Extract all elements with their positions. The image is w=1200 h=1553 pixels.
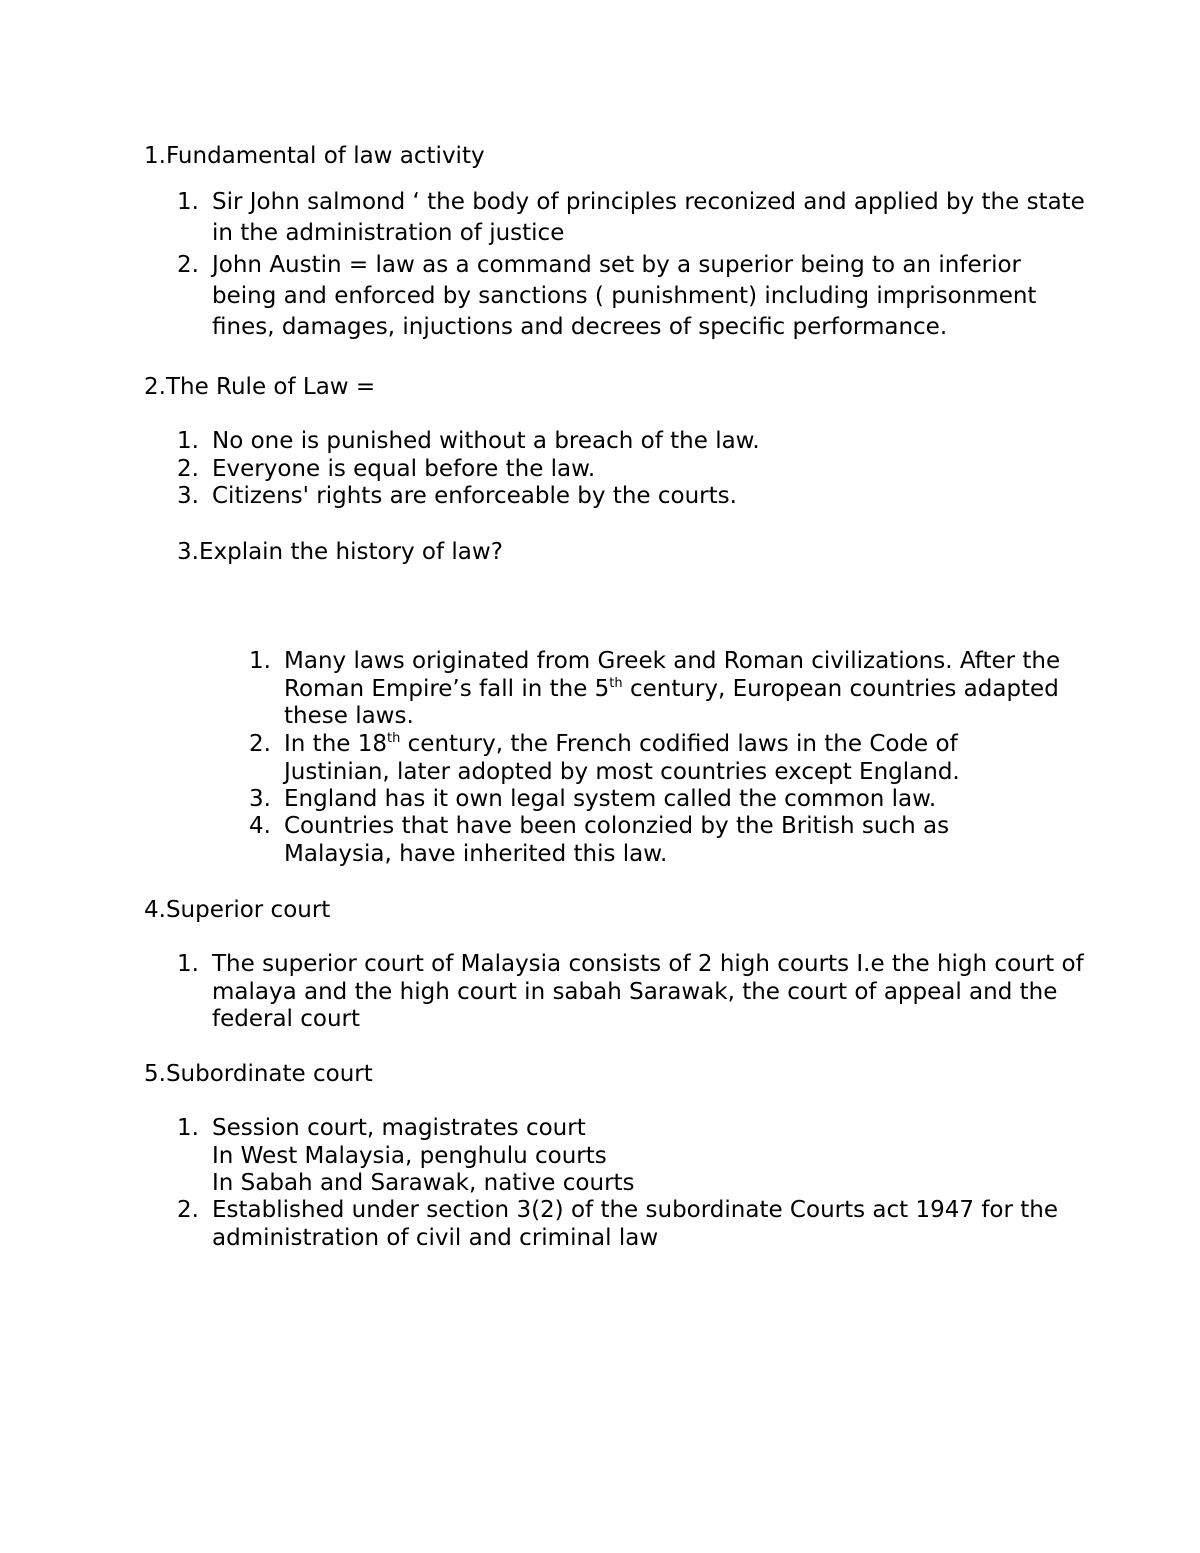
item-text: In the 18th century, the French codified laws in the Code of Justinian, later adopted by most countries except England. [284,731,960,785]
item-text: Everyone is equal before the law. [212,456,596,482]
item-number: 3. [249,786,271,812]
item-number: 1. [177,1115,199,1141]
item-number: 1. [177,951,199,977]
item-text: John Austin = law as a command set by a superior being to an inferior being and enforced by sanctions ( punishment) including imprisonment fines, damages, injuctions and decrees of specific performance. [212,252,1037,340]
section-3-item-1 [249,648,1064,731]
item-text: Citizens' rights are enforceable by the courts. [212,483,737,509]
superscript: th [609,675,623,691]
item-text: England has it own legal system called the common law. [284,786,937,812]
section-2-item-3 [177,483,1092,511]
item-text: No one is punished without a breach of the law. [212,428,760,454]
item-number: 1. [177,428,199,454]
section-3-heading: 3.Explain the history of law? [177,539,503,565]
item-text: Established under section 3(2) of the subordinate Courts act 1947 for the administration of civil and criminal law [212,1197,1059,1251]
section-1-item-2 [177,250,1092,343]
section-4-heading: 4.Superior court [144,897,331,923]
section-1-item-1 [177,187,1092,249]
section-3-item-3 [249,786,1064,814]
section-2-item-1 [177,428,1092,456]
section-5-item-2 [177,1197,1092,1252]
item-text: Sir John salmond ‘ the body of principles reconized and applied by the state in the administration of justice [212,189,1085,246]
item-number: 2. [249,731,271,757]
section-5-item-1 [177,1115,1092,1198]
item-text-line-2: In West Malaysia, penghulu courts [212,1142,607,1169]
item-text-line-1: Session court, magistrates court [212,1115,586,1141]
item-number: 1. [177,189,199,215]
item-text-line-3: In Sabah and Sarawak, native courts [212,1170,635,1196]
item-number: 2. [177,1197,199,1223]
item-number: 1. [249,648,271,674]
section-3-item-2 [249,731,1064,786]
section-2-heading: 2.The Rule of Law = [144,374,376,400]
superscript: th [387,731,401,746]
item-number: 2. [177,252,199,278]
section-5-heading: 5.Subordinate court [144,1061,373,1087]
item-text: Many laws originated from Greek and Roman civilizations. After the Roman Empire’s fall in the 5th century, European countries adapted these laws. [284,648,1061,729]
item-text: The superior court of Malaysia consists of 2 high courts I.e the high court of malaya and the high court in sabah Sarawak, the court of appeal and the federal court [212,951,1084,1032]
item-number: 2. [177,456,199,482]
section-1-heading: 1.Fundamental of law activity [144,143,485,169]
section-4-item-1 [177,951,1092,1034]
item-text: Countries that have been colonzied by the British such as Malaysia, have inherited this law. [284,813,950,867]
item-number: 4. [249,813,271,839]
section-3-item-4 [249,813,984,868]
section-2-item-2 [177,456,1092,484]
item-number: 3. [177,483,199,509]
